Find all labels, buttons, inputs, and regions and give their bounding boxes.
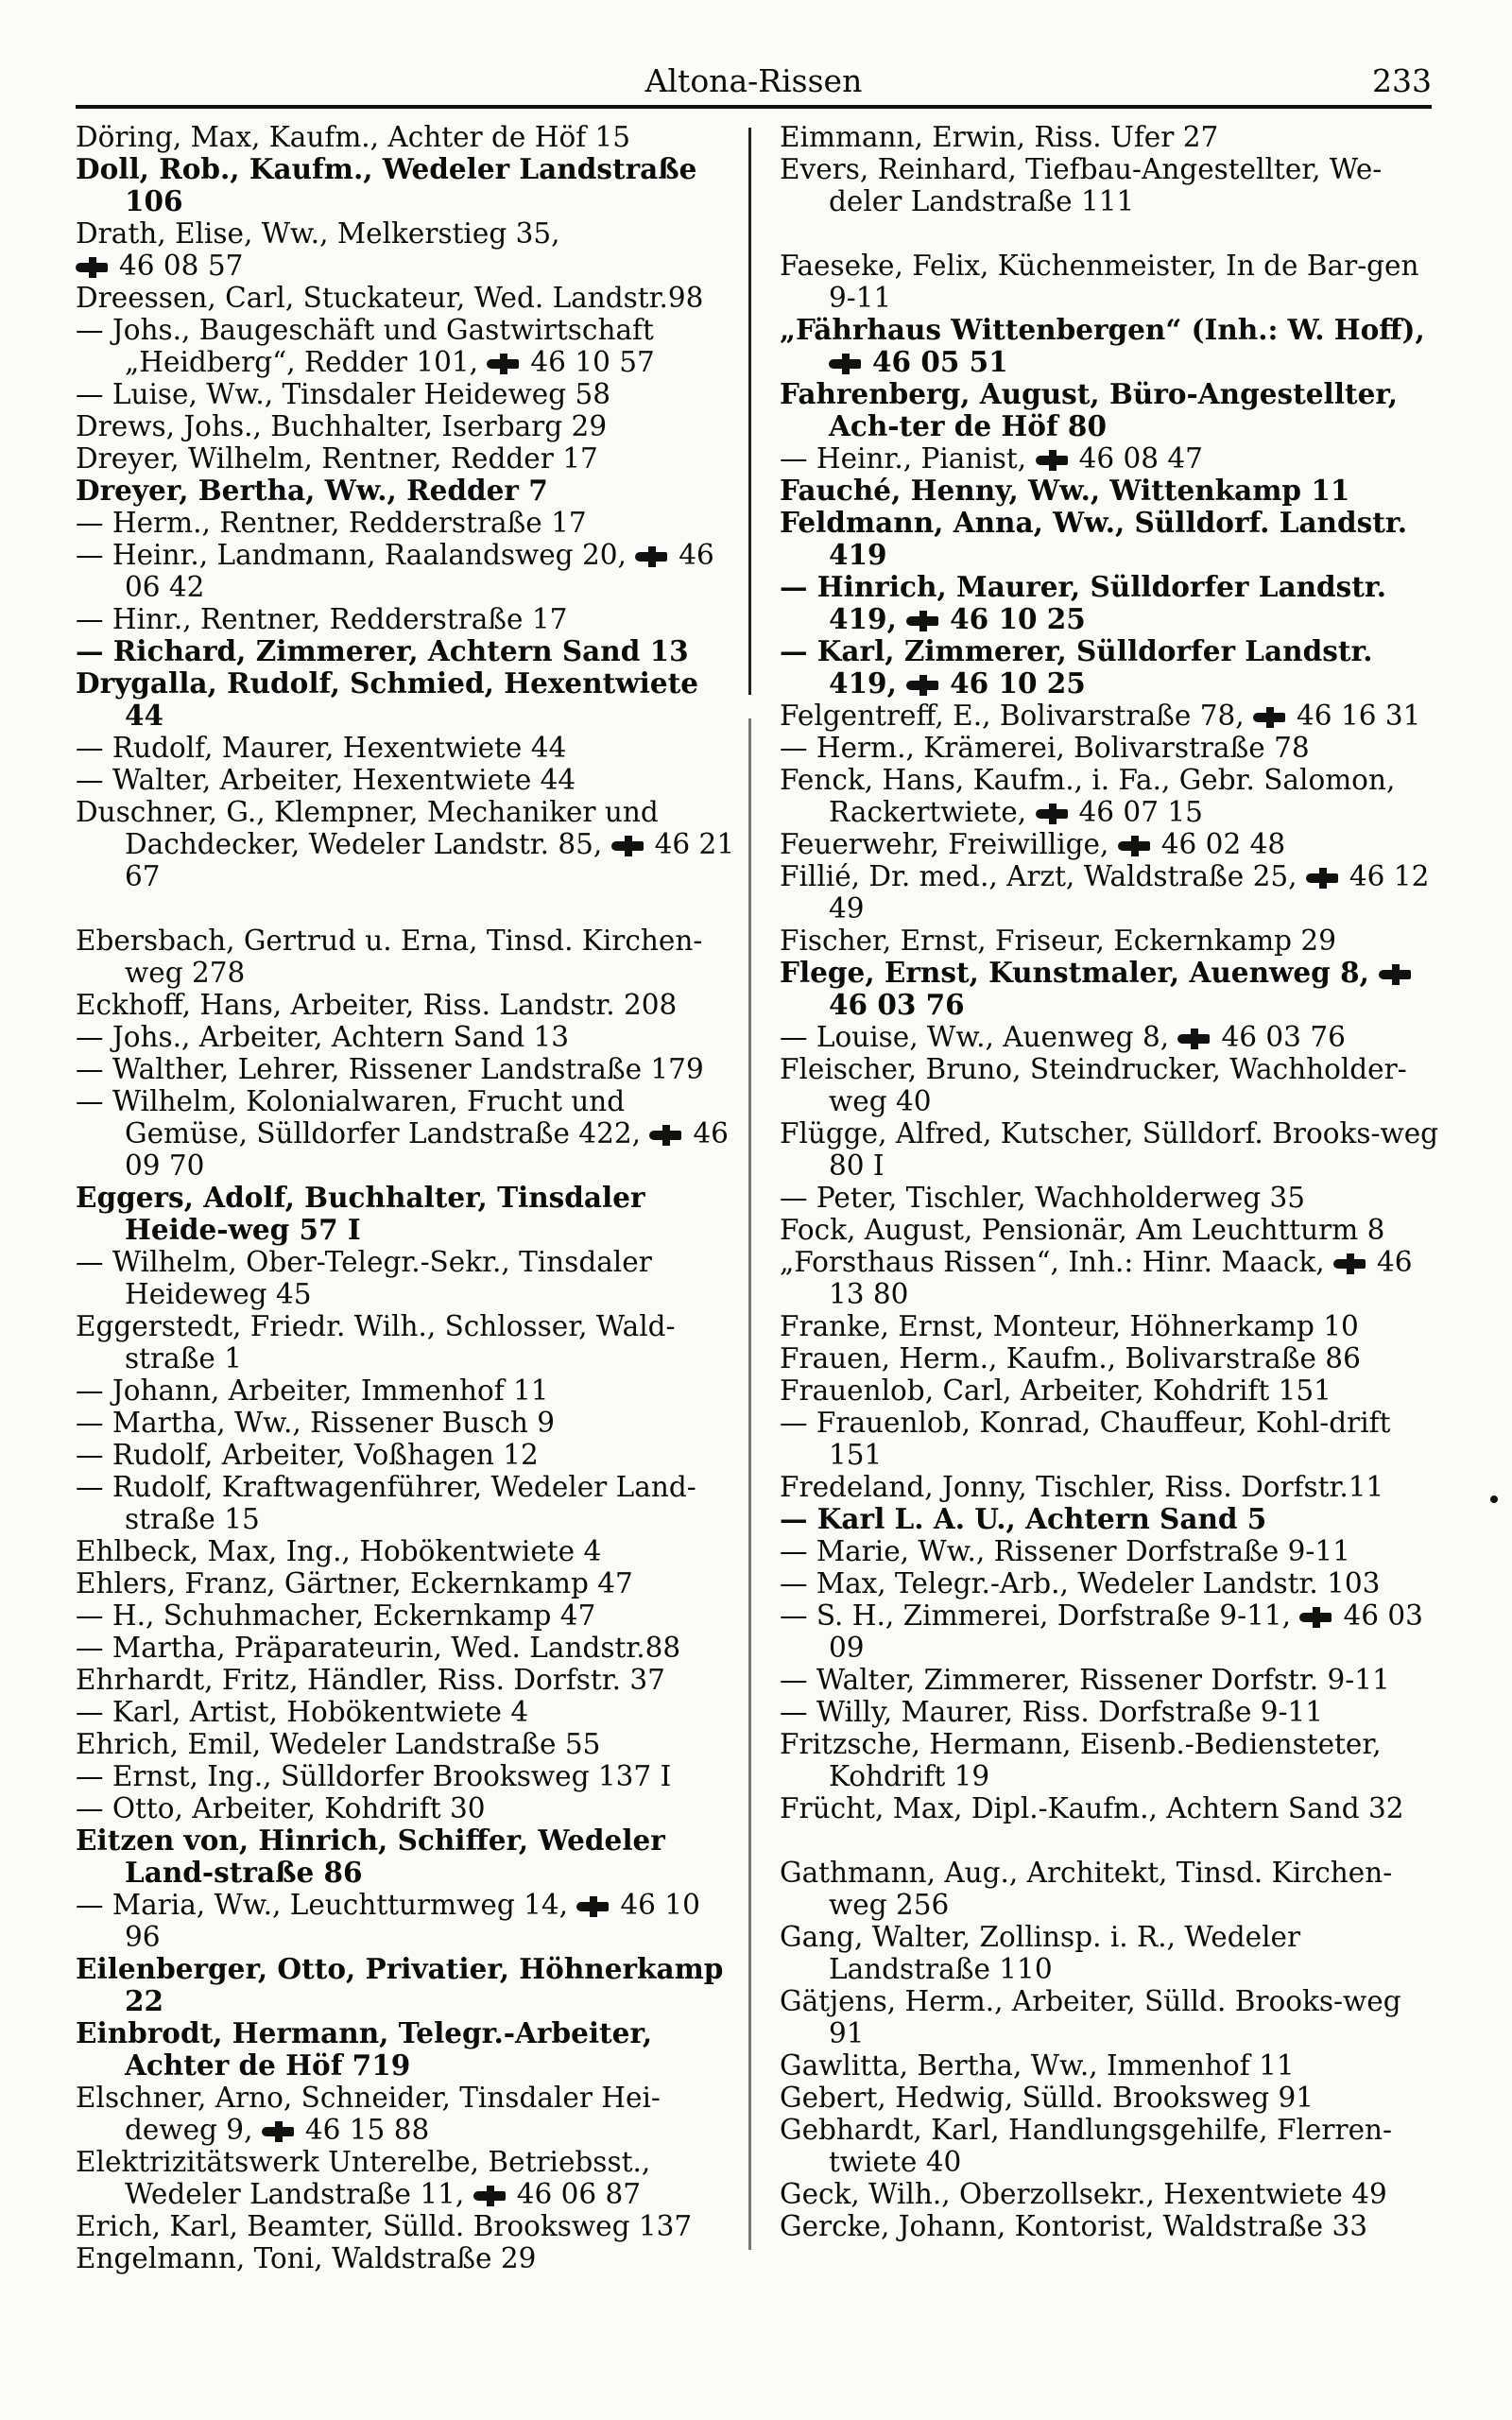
directory-entry bbox=[780, 507, 1441, 571]
entry-text: Gathmann, Aug., Architekt, Tinsd. Kirchen-weg 256 bbox=[780, 1857, 1393, 1921]
entry-text: Eilenberger, Otto, Privatier, Höhnerkamp 22 bbox=[76, 1952, 724, 2017]
entry-text: — Ernst, Ing., Sülldorfer Brooksweg 137 I bbox=[76, 1760, 672, 1792]
entry-text: Felgentreff, E., Bolivarstraße 78, bbox=[780, 700, 1245, 732]
entry-text: — Herm., Rentner, Redderstraße 17 bbox=[76, 507, 587, 539]
directory-entry bbox=[76, 1085, 737, 1182]
directory-entry bbox=[780, 1214, 1441, 1246]
telephone-icon bbox=[1177, 1032, 1215, 1046]
directory-entry bbox=[780, 1407, 1441, 1471]
directory-entry bbox=[780, 1599, 1441, 1664]
telephone-icon bbox=[906, 679, 944, 692]
directory-entry bbox=[76, 507, 737, 539]
entry-text: — Rudolf, Kraftwagenführer, Wedeler Land-straße 15 bbox=[76, 1471, 696, 1535]
entry-text: — Herm., Krämerei, Bolivarstraße 78 bbox=[780, 732, 1310, 764]
entry-text: — Marie, Ww., Rissener Dorfstraße 9-11 bbox=[780, 1535, 1350, 1567]
phone-number: 46 08 57 bbox=[119, 250, 244, 282]
entry-text: „Fährhaus Wittenbergen“ (Inh.: W. Hoff), bbox=[780, 313, 1425, 346]
entry-text: Duschner, G., Klempner, Mechaniker und Dachdecker, Wedeler Landstr. 85, bbox=[76, 796, 659, 860]
directory-entry bbox=[780, 1342, 1441, 1374]
entry-text: — Walter, Zimmerer, Rissener Dorfstr. 9-11 bbox=[780, 1664, 1390, 1696]
directory-entry bbox=[76, 1824, 737, 1889]
directory-entry bbox=[780, 1567, 1441, 1599]
directory-entry bbox=[76, 1407, 737, 1439]
entry-text: Frauen, Herm., Kaufm., Bolivarstraße 86 bbox=[780, 1342, 1361, 1374]
directory-entry bbox=[76, 667, 737, 732]
telephone-icon bbox=[262, 2125, 300, 2138]
telephone-icon bbox=[76, 261, 113, 274]
directory-entry bbox=[780, 1728, 1441, 1792]
entry-text: — Richard, Zimmerer, Achtern Sand 13 bbox=[76, 634, 689, 667]
directory-entry bbox=[76, 1599, 737, 1632]
entry-text: — Maria, Ww., Leuchtturmweg 14, bbox=[76, 1889, 568, 1921]
directory-entry bbox=[780, 2210, 1441, 2242]
directory-entry bbox=[76, 925, 737, 989]
entry-text: Ehlers, Franz, Gärtner, Eckernkamp 47 bbox=[76, 1567, 633, 1599]
entry-text: Flege, Ernst, Kunstmaler, Auenweg 8, bbox=[780, 956, 1369, 989]
entry-text: Ehrhardt, Fritz, Händler, Riss. Dorfstr. 37 bbox=[76, 1664, 665, 1696]
entry-text: Dreyer, Bertha, Ww., Redder 7 bbox=[76, 474, 548, 507]
entry-text: — Heinr., Landmann, Raalandsweg 20, bbox=[76, 539, 627, 571]
entry-text: Eimmann, Erwin, Riss. Ufer 27 bbox=[780, 121, 1219, 153]
column-divider-lower bbox=[748, 718, 751, 2250]
directory-entry bbox=[76, 475, 737, 507]
directory-entry bbox=[780, 314, 1441, 378]
telephone-icon bbox=[829, 357, 867, 371]
directory-entry bbox=[780, 2049, 1441, 2082]
directory-entry bbox=[76, 1439, 737, 1471]
entry-text: — Walther, Lehrer, Rissener Landstraße 179 bbox=[76, 1053, 704, 1085]
telephone-icon bbox=[611, 839, 649, 853]
directory-entry bbox=[76, 2210, 737, 2242]
entry-text: — Louise, Ww., Auenweg 8, bbox=[780, 1021, 1170, 1053]
phone-number: 46 09 70 bbox=[125, 1117, 729, 1182]
directory-entry bbox=[780, 925, 1441, 957]
entry-text: Erich, Karl, Beamter, Sülld. Brooksweg 137 bbox=[76, 2210, 693, 2242]
entry-text: Dreessen, Carl, Stuckateur, Wed. Landstr.98 bbox=[76, 282, 704, 314]
directory-entry bbox=[76, 1471, 737, 1535]
entry-text: Engelmann, Toni, Waldstraße 29 bbox=[76, 2242, 537, 2274]
directory-entry bbox=[780, 1985, 1441, 2049]
entry-text: Eggers, Adolf, Buchhalter, Tinsdaler Heide-weg 57 I bbox=[76, 1181, 645, 1246]
entry-text: — Hinr., Rentner, Redderstraße 17 bbox=[76, 603, 568, 635]
telephone-icon bbox=[1333, 1257, 1371, 1270]
entry-text: — Wilhelm, Kolonialwaren, Frucht und Gemüse, Sülldorfer Landstraße 422, bbox=[76, 1085, 641, 1150]
directory-entry bbox=[76, 282, 737, 314]
entry-text: Drath, Elise, Ww., Melkerstieg 35, bbox=[76, 217, 560, 250]
telephone-icon bbox=[1036, 807, 1074, 821]
directory-entry bbox=[780, 1696, 1441, 1728]
directory-entry bbox=[76, 153, 737, 217]
directory-entry bbox=[76, 1053, 737, 1085]
entry-text: „Forsthaus Rissen“, Inh.: Hinr. Maack, bbox=[780, 1246, 1325, 1278]
entry-text: Doll, Rob., Kaufm., Wedeler Landstraße 106 bbox=[76, 152, 697, 217]
directory-entry bbox=[76, 250, 737, 282]
directory-entry bbox=[780, 764, 1441, 828]
directory-entry bbox=[76, 2146, 737, 2210]
directory-entry bbox=[76, 442, 737, 475]
directory-entry bbox=[780, 1246, 1441, 1310]
directory-entry bbox=[76, 796, 737, 892]
directory-entry bbox=[780, 475, 1441, 507]
directory-entry bbox=[76, 314, 737, 378]
directory-entry bbox=[780, 1182, 1441, 1214]
entry-text: — Frauenlob, Konrad, Chauffeur, Kohl-drift 151 bbox=[780, 1407, 1391, 1471]
entry-text: Gebhardt, Karl, Handlungsgehilfe, Flerren-twiete 40 bbox=[780, 2114, 1392, 2178]
directory-entry bbox=[780, 1664, 1441, 1696]
entry-text: — Peter, Tischler, Wachholderweg 35 bbox=[780, 1182, 1306, 1214]
directory-entry bbox=[780, 1921, 1441, 1985]
directory-entry bbox=[780, 2178, 1441, 2210]
directory-entry bbox=[76, 1760, 737, 1792]
entry-text: Ehrich, Emil, Wedeler Landstraße 55 bbox=[76, 1728, 601, 1760]
directory-entry bbox=[76, 1953, 737, 2017]
directory-entry bbox=[76, 410, 737, 442]
entry-text: Gercke, Johann, Kontorist, Waldstraße 33 bbox=[780, 2210, 1367, 2242]
entry-text: Eitzen von, Hinrich, Schiffer, Wedeler Land-straße 86 bbox=[76, 1824, 665, 1889]
section-gap bbox=[76, 892, 737, 925]
directory-entry bbox=[780, 1471, 1441, 1503]
directory-entry bbox=[780, 828, 1441, 860]
directory-entry bbox=[780, 1117, 1441, 1182]
phone-number: 46 02 48 bbox=[1160, 828, 1286, 860]
entry-text: Döring, Max, Kaufm., Achter de Höf 15 bbox=[76, 121, 631, 153]
directory-entry bbox=[780, 700, 1441, 732]
directory-entry bbox=[76, 1664, 737, 1696]
directory-entry bbox=[780, 1053, 1441, 1117]
phone-number: 46 13 80 bbox=[829, 1246, 1413, 1310]
entry-text: Evers, Reinhard, Tiefbau-Angestellter, We-deler Landstraße 111 bbox=[780, 153, 1383, 217]
right-column bbox=[780, 121, 1441, 2242]
telephone-icon bbox=[906, 614, 944, 628]
phone-number: 46 10 25 bbox=[950, 602, 1086, 635]
directory-entry bbox=[76, 1632, 737, 1664]
entry-text: Gebert, Hedwig, Sülld. Brooksweg 91 bbox=[780, 2082, 1314, 2114]
header-rule bbox=[76, 105, 1432, 109]
entry-text: — Rudolf, Maurer, Hexentwiete 44 bbox=[76, 732, 567, 764]
page-header bbox=[76, 59, 1432, 106]
entry-text: — Max, Telegr.-Arb., Wedeler Landstr. 103 bbox=[780, 1567, 1381, 1599]
section-gap bbox=[780, 217, 1441, 250]
entry-text: — H., Schuhmacher, Eckernkamp 47 bbox=[76, 1599, 596, 1632]
directory-entry bbox=[780, 378, 1441, 442]
phone-number: 46 10 25 bbox=[950, 666, 1086, 700]
entry-text: Dreyer, Wilhelm, Rentner, Redder 17 bbox=[76, 442, 598, 475]
page-number: 233 bbox=[1372, 62, 1432, 99]
directory-entry bbox=[780, 250, 1441, 314]
telephone-icon bbox=[487, 357, 524, 371]
section-gap bbox=[780, 1824, 1441, 1857]
entry-text: — Martha, Präparateurin, Wed. Landstr.88 bbox=[76, 1632, 681, 1664]
entry-text: — Karl, Artist, Hobökentwiete 4 bbox=[76, 1696, 529, 1728]
directory-entry bbox=[780, 2114, 1441, 2178]
entry-text: Fredeland, Jonny, Tischler, Riss. Dorfstr.11 bbox=[780, 1471, 1384, 1503]
directory-entry bbox=[76, 1310, 737, 1374]
entry-text: Eckhoff, Hans, Arbeiter, Riss. Landstr. 208 bbox=[76, 989, 678, 1021]
entry-text: Fleischer, Bruno, Steindrucker, Wachholder-weg 40 bbox=[780, 1053, 1407, 1117]
directory-entry bbox=[76, 1728, 737, 1760]
telephone-icon bbox=[576, 1900, 614, 1913]
directory-entry bbox=[76, 1021, 737, 1053]
entry-text: — Luise, Ww., Tinsdaler Heideweg 58 bbox=[76, 378, 611, 410]
directory-entry bbox=[76, 1696, 737, 1728]
directory-entry bbox=[76, 1567, 737, 1599]
phone-number: 46 21 67 bbox=[125, 828, 735, 892]
running-title: Altona-Rissen bbox=[644, 62, 863, 99]
entry-text: — S. H., Zimmerei, Dorfstraße 9-11, bbox=[780, 1599, 1292, 1632]
telephone-icon bbox=[649, 1129, 687, 1142]
entry-text: Fock, August, Pensionär, Am Leuchtturm 8 bbox=[780, 1214, 1385, 1246]
phone-number: 46 03 09 bbox=[829, 1599, 1423, 1664]
directory-entry bbox=[76, 1792, 737, 1824]
phone-number: 46 08 47 bbox=[1078, 442, 1203, 475]
entry-text: Drygalla, Rudolf, Schmied, Hexentwiete 44 bbox=[76, 666, 699, 732]
entry-text: Faeseke, Felix, Küchenmeister, In de Bar-gen 9-11 bbox=[780, 250, 1419, 314]
directory-entry bbox=[780, 860, 1441, 925]
entry-text: — Johs., Arbeiter, Achtern Sand 13 bbox=[76, 1021, 570, 1053]
entry-text: — Walter, Arbeiter, Hexentwiete 44 bbox=[76, 764, 576, 796]
entry-text: — Willy, Maurer, Riss. Dorfstraße 9-11 bbox=[780, 1696, 1324, 1728]
entry-text: — Karl, Zimmerer, Sülldorfer Landstr. 419, bbox=[780, 634, 1373, 700]
directory-entry bbox=[76, 378, 737, 410]
directory-entry bbox=[76, 539, 737, 603]
directory-entry bbox=[780, 1792, 1441, 1824]
phone-number: 46 10 96 bbox=[125, 1889, 700, 1953]
directory-entry bbox=[780, 1535, 1441, 1567]
entry-text: Gang, Walter, Zollinsp. i. R., Wedeler Landstraße 110 bbox=[780, 1921, 1301, 1985]
entry-text: Eggerstedt, Friedr. Wilh., Schlosser, Wald-straße 1 bbox=[76, 1310, 676, 1374]
entry-text: — Johs., Baugeschäft und Gastwirtschaft „Heidberg“, Redder 101, bbox=[76, 314, 654, 378]
directory-entry bbox=[780, 1857, 1441, 1921]
print-speck bbox=[1490, 1495, 1498, 1503]
entry-text: Elschner, Arno, Schneider, Tinsdaler Hei-deweg 9, bbox=[76, 2082, 661, 2146]
entry-text: — Wilhelm, Ober-Telegr.-Sekr., Tinsdaler Heideweg 45 bbox=[76, 1246, 652, 1310]
directory-entry bbox=[76, 217, 737, 250]
phone-number: 46 03 76 bbox=[829, 988, 965, 1021]
column-divider bbox=[748, 128, 751, 695]
entry-text: — Heinr., Pianist, bbox=[780, 442, 1027, 475]
directory-entry bbox=[780, 1310, 1441, 1342]
entry-text: Gätjens, Herm., Arbeiter, Sülld. Brooks-weg 91 bbox=[780, 1985, 1401, 2049]
entry-text: Franke, Ernst, Monteur, Höhnerkamp 10 bbox=[780, 1310, 1359, 1342]
phone-number: 46 06 42 bbox=[125, 539, 714, 603]
entry-text: Ebersbach, Gertrud u. Erna, Tinsd. Kirchen-weg 278 bbox=[76, 925, 703, 989]
entry-text: — Johann, Arbeiter, Immenhof 11 bbox=[76, 1374, 549, 1407]
telephone-icon bbox=[1118, 839, 1156, 853]
phone-number: 46 07 15 bbox=[1078, 796, 1203, 828]
phone-number: 46 05 51 bbox=[872, 345, 1008, 378]
entry-text: Drews, Johs., Buchhalter, Iserbarg 29 bbox=[76, 410, 608, 442]
entry-text: Einbrodt, Hermann, Telegr.-Arbeiter, Achter de Höf 719 bbox=[76, 2016, 653, 2082]
directory-entry bbox=[76, 989, 737, 1021]
directory-entry bbox=[780, 1503, 1441, 1535]
entry-text: — Otto, Arbeiter, Kohdrift 30 bbox=[76, 1792, 486, 1824]
phone-number: 46 12 49 bbox=[829, 860, 1430, 925]
entry-text: Ehlbeck, Max, Ing., Hobökentwiete 4 bbox=[76, 1535, 602, 1567]
entry-text: Feldmann, Anna, Ww., Sülldorf. Landstr. 419 bbox=[780, 506, 1407, 571]
directory-entry bbox=[76, 2017, 737, 2082]
entry-text: Elektrizitätswerk Unterelbe, Betriebsst., Wedeler Landstraße 11, bbox=[76, 2146, 651, 2210]
directory-entry bbox=[780, 2082, 1441, 2114]
entry-text: Feuerwehr, Freiwillige, bbox=[780, 828, 1109, 860]
entry-text: Fahrenberg, August, Büro-Angestellter, Ach-ter de Höf 80 bbox=[780, 377, 1398, 442]
entry-text: — Hinrich, Maurer, Sülldorfer Landstr. 419, bbox=[780, 570, 1387, 635]
telephone-icon bbox=[635, 550, 673, 563]
telephone-icon bbox=[1306, 872, 1344, 885]
directory-entry bbox=[780, 442, 1441, 475]
directory-entry bbox=[780, 1374, 1441, 1407]
directory-entry bbox=[76, 1182, 737, 1246]
directory-entry bbox=[76, 121, 737, 153]
directory-entry bbox=[780, 1021, 1441, 1053]
entry-text: Frücht, Max, Dipl.-Kaufm., Achtern Sand 32 bbox=[780, 1792, 1404, 1824]
directory-entry bbox=[76, 764, 737, 796]
telephone-icon bbox=[1379, 968, 1417, 981]
entry-text: Fillié, Dr. med., Arzt, Waldstraße 25, bbox=[780, 860, 1297, 892]
phone-number: 46 15 88 bbox=[304, 2114, 430, 2146]
phone-number: 46 10 57 bbox=[530, 346, 655, 378]
directory-entry bbox=[76, 732, 737, 764]
entry-text: Fritzsche, Hermann, Eisenb.-Bediensteter, Kohdrift 19 bbox=[780, 1728, 1382, 1792]
entry-text: Fauché, Henny, Ww., Wittenkamp 11 bbox=[780, 474, 1350, 507]
directory-entry bbox=[780, 732, 1441, 764]
directory-entry bbox=[76, 2082, 737, 2146]
entry-text: — Martha, Ww., Rissener Busch 9 bbox=[76, 1407, 555, 1439]
directory-entry bbox=[76, 2242, 737, 2274]
entry-text: Flügge, Alfred, Kutscher, Sülldorf. Brooks-weg 80 I bbox=[780, 1117, 1439, 1182]
directory-entry bbox=[780, 153, 1441, 217]
phone-number: 46 06 87 bbox=[516, 2178, 642, 2210]
directory-entry bbox=[76, 1889, 737, 1953]
entry-text: Fenck, Hans, Kaufm., i. Fa., Gebr. Salomon, Rackertwiete, bbox=[780, 764, 1396, 828]
entry-text: — Karl L. A. U., Achtern Sand 5 bbox=[780, 1502, 1267, 1535]
phone-number: 46 16 31 bbox=[1297, 700, 1421, 732]
phone-number: 46 03 76 bbox=[1221, 1021, 1346, 1053]
entry-text: Fischer, Ernst, Friseur, Eckernkamp 29 bbox=[780, 925, 1336, 957]
left-column bbox=[76, 121, 737, 2274]
entry-text: Frauenlob, Carl, Arbeiter, Kohdrift 151 bbox=[780, 1374, 1332, 1407]
directory-entry bbox=[76, 603, 737, 635]
directory-entry bbox=[780, 635, 1441, 700]
entry-text: Gawlitta, Bertha, Ww., Immenhof 11 bbox=[780, 2049, 1295, 2082]
directory-entry bbox=[76, 1374, 737, 1407]
directory-entry bbox=[780, 571, 1441, 635]
directory-entry bbox=[780, 121, 1441, 153]
entry-text: Geck, Wilh., Oberzollsekr., Hexentwiete 49 bbox=[780, 2178, 1387, 2210]
entry-text: — Rudolf, Arbeiter, Voßhagen 12 bbox=[76, 1439, 539, 1471]
directory-entry bbox=[76, 635, 737, 667]
directory-entry bbox=[780, 957, 1441, 1021]
directory-entry bbox=[76, 1246, 737, 1310]
directory-entry bbox=[76, 1535, 737, 1567]
telephone-icon bbox=[473, 2189, 511, 2203]
telephone-icon bbox=[1253, 711, 1291, 724]
telephone-icon bbox=[1299, 1611, 1337, 1624]
telephone-icon bbox=[1036, 454, 1074, 467]
